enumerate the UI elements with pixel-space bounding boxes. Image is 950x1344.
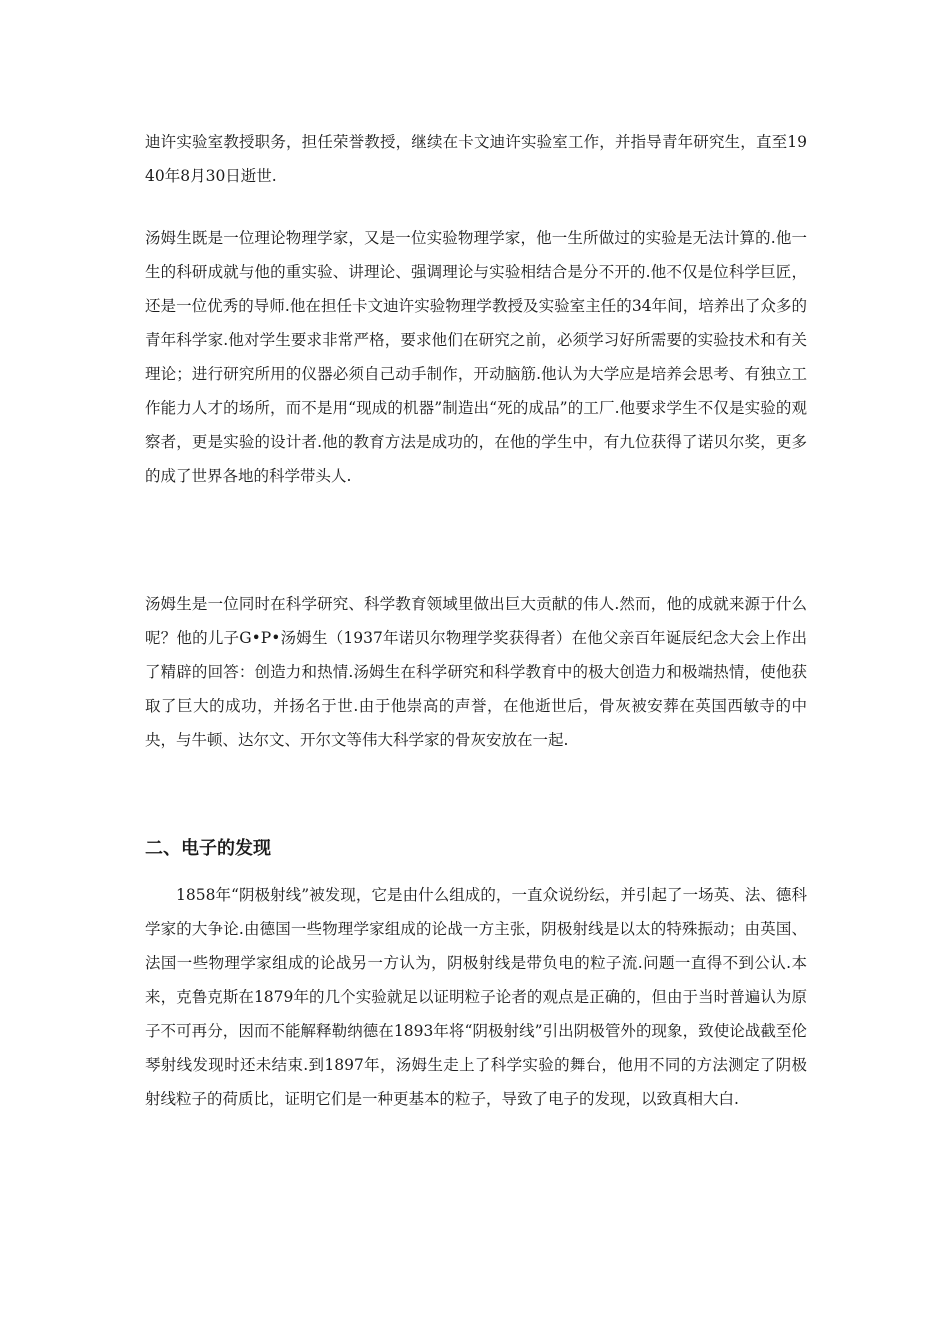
section-paragraph: 1858年“阴极射线”被发现，它是由什么组成的，一直众说纷纭，并引起了一场英、法、德科学家的大争论.由德国一些物理学家组成的论战一方主张，阴极射线是以太的特殊振动；由英国、法国一些物理学家组成的论战另一方认为，阴极射线是带负电的粒子流.问题一直得不到公认.本来，克鲁克斯在1879年的几个实验就足以证明粒子论者的观点是正确的，但由于当时普遍认为原子不可再分，因而不能解释勒纳德在1893年将“阴极射线”引出阴极管外的现象，致使论战截至伦琴射线发现时还未结束.到1897年，汤姆生走上了科学实验的舞台，他用不同的方法测定了阴极射线粒子的荷质比，证明它们是一种更基本的粒子，导致了电子的发现，以致真相大白.	[145, 886, 807, 1108]
paragraph-1: 迪许实验室教授职务，担任荣誉教授，继续在卡文迪许实验室工作，并指导青年研究生，直至1940年8月30日逝世.	[145, 133, 807, 185]
paragraph-2: 汤姆生既是一位理论物理学家，又是一位实验物理学家，他一生所做过的实验是无法计算的.他一生的科研成就与他的重实验、讲理论、强调理论与实验相结合是分不开的.他不仅是位科学巨匠，还是一位优秀的导师.他在担任卡文迪许实验物理学教授及实验室主任的34年间，培养出了众多的青年科学家.他对学生要求非常严格，要求他们在研究之前，必须学习好所需要的实验技术和有关理论；进行研究所用的仪器必须自己动手制作，开动脑筋.他认为大学应是培养会思考、有独立工作能力人才的场所，而不是用“现成的机器”制造出“死的成品”的工厂.他要求学生不仅是实验的观察者，更是实验的设计者.他的教育方法是成功的，在他的学生中，有九位获得了诺贝尔奖，更多的成了世界各地的科学带头人.	[145, 229, 807, 485]
section-heading: 二、电子的发现	[145, 838, 271, 859]
paragraph-3: 汤姆生是一位同时在科学研究、科学教育领域里做出巨大贡献的伟人.然而，他的成就来源于什么呢？他的儿子G•P•汤姆生（1937年诺贝尔物理学奖获得者）在他父亲百年诞辰纪念大会上作出了精辟的回答：创造力和热情.汤姆生在科学研究和科学教育中的极大创造力和极端热情，使他获取了巨大的成功，并扬名于世.由于他崇高的声誉，在他逝世后，骨灰被安葬在英国西敏寺的中央，与牛顿、达尔文、开尔文等伟大科学家的骨灰安放在一起.	[145, 595, 807, 749]
